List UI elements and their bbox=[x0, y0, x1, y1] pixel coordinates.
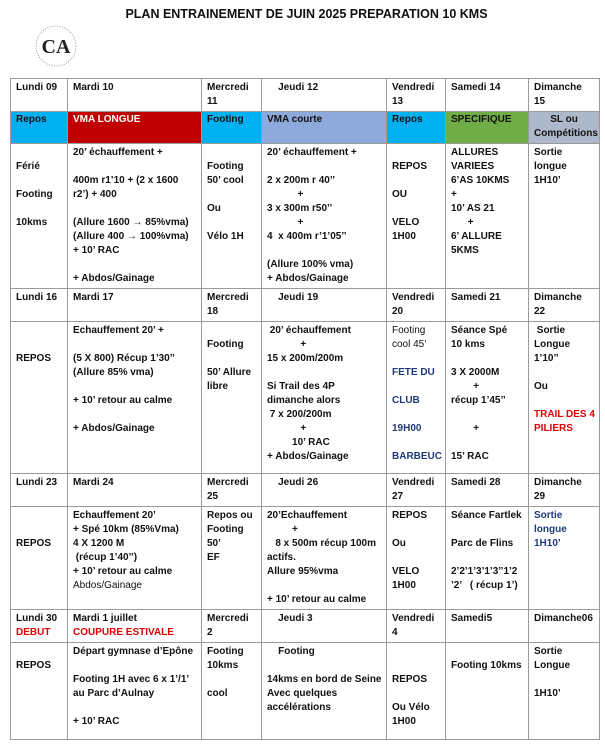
cell-line bbox=[392, 202, 440, 216]
cell-line: Férié bbox=[16, 161, 40, 172]
cell-line: (Allure 100% vma) bbox=[267, 259, 354, 270]
session-type-label: VMA courte bbox=[267, 114, 323, 125]
session-cell-samedi bbox=[446, 643, 529, 740]
cell-line: Lundi 30 bbox=[16, 613, 58, 624]
session-cell-jeudi bbox=[262, 643, 387, 740]
cell-line: FETE DU bbox=[392, 367, 435, 378]
cell-line: 18 bbox=[207, 306, 219, 317]
cell-line: Vélo 1H bbox=[207, 231, 244, 242]
day-header-dimanche bbox=[529, 610, 600, 643]
cell-line: Footing bbox=[207, 339, 244, 350]
session-cell-vendredi bbox=[387, 322, 446, 474]
cell-line: Vendredi bbox=[392, 292, 435, 303]
cell-line: TRAIL DES 4 bbox=[534, 409, 595, 420]
session-type-label: Footing bbox=[207, 114, 244, 125]
club-logo bbox=[32, 22, 80, 70]
cell-line bbox=[16, 509, 62, 523]
cell-line: dimanche alors bbox=[267, 395, 341, 406]
cell-line: 1H10’ bbox=[534, 175, 561, 186]
cell-line: Avec quelques bbox=[267, 688, 338, 699]
cell-line bbox=[451, 352, 523, 366]
cell-line: Lundi 23 bbox=[16, 477, 58, 488]
cell-line: 5KMS bbox=[451, 245, 479, 256]
session-type-mercredi bbox=[202, 112, 262, 144]
session-type-dimanche bbox=[529, 112, 600, 144]
cell-line bbox=[392, 436, 440, 450]
cell-line bbox=[392, 352, 440, 366]
cell-line: Samedi 28 bbox=[451, 477, 501, 488]
cell-line: 10kms bbox=[207, 660, 239, 671]
cell-line: + bbox=[267, 524, 298, 535]
cell-line: Lundi 16 bbox=[16, 292, 58, 303]
cell-line: Dimanche bbox=[534, 82, 582, 93]
cell-line: libre bbox=[207, 381, 229, 392]
cell-line bbox=[392, 174, 440, 188]
cell-line: Jeudi 3 bbox=[267, 613, 313, 624]
week-content-row bbox=[11, 507, 600, 610]
cell-line: 29 bbox=[534, 491, 546, 502]
cell-line: + Abdos/Gainage bbox=[73, 423, 155, 434]
cell-line bbox=[392, 523, 440, 537]
cell-line: r2’) + 400 bbox=[73, 189, 117, 200]
day-header-mardi bbox=[68, 474, 202, 507]
day-header-vendredi bbox=[387, 610, 446, 643]
cell-line: Sortie bbox=[534, 646, 563, 657]
cell-line: REPOS bbox=[392, 674, 428, 685]
cell-line bbox=[451, 408, 523, 422]
cell-line bbox=[392, 659, 440, 673]
cell-line: Départ gymnase d’Epône bbox=[73, 646, 194, 657]
cell-line: 20 bbox=[392, 306, 404, 317]
session-cell-mercredi bbox=[202, 322, 262, 474]
cell-line bbox=[207, 352, 256, 366]
cell-line: (Allure 400 → 100%vma) bbox=[73, 231, 189, 242]
cell-line: 1’10’’ bbox=[534, 353, 559, 364]
cell-line: cool bbox=[207, 688, 228, 699]
cell-line: + bbox=[451, 189, 457, 200]
day-header-samedi bbox=[446, 79, 529, 112]
cell-line: Jeudi 19 bbox=[267, 292, 319, 303]
cell-line: 3 X 2000M bbox=[451, 367, 500, 378]
day-header-dimanche bbox=[529, 79, 600, 112]
cell-line: Footing bbox=[207, 524, 244, 535]
session-cell-vendredi bbox=[387, 643, 446, 740]
cell-line: + Abdos/Gainage bbox=[267, 451, 349, 462]
cell-line: 6’AS 10KMS bbox=[451, 175, 510, 186]
cell-line: Mercredi bbox=[207, 82, 249, 93]
session-cell-mardi bbox=[68, 144, 202, 289]
cell-line: Jeudi 26 bbox=[267, 477, 319, 488]
cell-line: 15 x 200m/200m bbox=[267, 353, 344, 364]
week-content-row bbox=[11, 144, 600, 289]
cell-line: 7 x 200/200m bbox=[267, 409, 332, 420]
session-cell-lundi bbox=[11, 507, 68, 610]
cell-line: longue bbox=[534, 161, 567, 172]
cell-line: 14kms en bord de Seine bbox=[267, 674, 382, 685]
cell-line: (Allure 1600 → 85%vma) bbox=[73, 217, 189, 228]
cell-line: VARIEES bbox=[451, 161, 495, 172]
session-cell-samedi bbox=[446, 144, 529, 289]
session-cell-dimanche bbox=[529, 322, 600, 474]
cell-line: récup 1’45’’ bbox=[451, 395, 506, 406]
cell-line: VELO bbox=[392, 566, 420, 577]
session-type-row bbox=[11, 112, 600, 144]
day-header-dimanche bbox=[529, 289, 600, 322]
day-header-lundi bbox=[11, 79, 68, 112]
cell-line: longue bbox=[534, 524, 567, 535]
cell-line bbox=[16, 338, 62, 352]
cell-line: Vendredi bbox=[392, 613, 435, 624]
cell-line: 15 bbox=[534, 96, 546, 107]
session-cell-lundi bbox=[11, 643, 68, 740]
cell-line: Samedi5 bbox=[451, 613, 493, 624]
cell-line bbox=[16, 523, 62, 537]
cell-line: actifs. bbox=[267, 552, 296, 563]
cell-line bbox=[73, 659, 196, 673]
day-header-jeudi bbox=[262, 79, 387, 112]
cell-line: REPOS bbox=[16, 538, 52, 549]
cell-line: COUPURE ESTIVALE bbox=[73, 627, 174, 638]
cell-line: + bbox=[267, 423, 307, 434]
cell-line bbox=[392, 380, 440, 394]
cell-line: + bbox=[451, 381, 480, 392]
cell-line: + 10’ retour au calme bbox=[267, 594, 367, 605]
cell-line: Repos ou bbox=[207, 510, 253, 521]
cell-line: Footing bbox=[207, 161, 244, 172]
cell-line bbox=[267, 579, 381, 593]
cell-line: Allure 95%vma bbox=[267, 566, 339, 577]
cell-line: Footing 1H avec 6 x 1’/1’ bbox=[73, 674, 190, 685]
cell-line: Si Trail des 4P bbox=[267, 381, 335, 392]
cell-line: + Abdos/Gainage bbox=[73, 273, 155, 284]
session-cell-mardi bbox=[68, 643, 202, 740]
week-header-row bbox=[11, 474, 600, 507]
cell-line bbox=[207, 188, 256, 202]
cell-line: 400m r1’10 + (2 x 1600 bbox=[73, 175, 179, 186]
cell-line bbox=[534, 394, 594, 408]
day-header-samedi bbox=[446, 474, 529, 507]
cell-line: Sortie bbox=[534, 325, 566, 336]
day-header-mardi bbox=[68, 289, 202, 322]
cell-line: Samedi 14 bbox=[451, 82, 501, 93]
cell-line: Echauffement 20’ bbox=[73, 510, 156, 521]
cell-line: Mardi 17 bbox=[73, 292, 114, 303]
cell-line: 1H00 bbox=[392, 580, 416, 591]
cell-line: Jeudi 12 bbox=[267, 82, 319, 93]
cell-line bbox=[267, 160, 381, 174]
session-cell-samedi bbox=[446, 322, 529, 474]
session-cell-mercredi bbox=[202, 144, 262, 289]
cell-line: Vendredi bbox=[392, 477, 435, 488]
session-cell-dimanche bbox=[529, 144, 600, 289]
session-type-lundi bbox=[11, 112, 68, 144]
cell-line bbox=[267, 659, 381, 673]
cell-line: 50’ Allure bbox=[207, 367, 252, 378]
cell-line: 8 x 500m récup 100m bbox=[267, 538, 376, 549]
cell-line: 2 bbox=[207, 627, 213, 638]
cell-line: 15’ RAC bbox=[451, 451, 489, 462]
day-header-mercredi bbox=[202, 79, 262, 112]
session-type-label: SPECIFIQUE bbox=[451, 114, 512, 125]
cell-line: Séance Spé bbox=[451, 325, 508, 336]
cell-line: 2’2’1’3’1’3’’1’2 bbox=[451, 566, 518, 577]
cell-line bbox=[207, 146, 256, 160]
cell-line: Vendredi bbox=[392, 82, 435, 93]
day-header-vendredi bbox=[387, 79, 446, 112]
cell-line: 25 bbox=[207, 491, 219, 502]
cell-line: Mercredi bbox=[207, 292, 249, 303]
cell-line: REPOS bbox=[392, 161, 428, 172]
cell-line: + bbox=[451, 423, 480, 434]
cell-line bbox=[392, 687, 440, 701]
day-header-lundi bbox=[11, 289, 68, 322]
cell-line: Ou bbox=[534, 381, 548, 392]
cell-line: 22 bbox=[534, 306, 546, 317]
cell-line: Mardi 10 bbox=[73, 82, 114, 93]
cell-line: Mercredi bbox=[207, 477, 249, 488]
cell-line: + Spé 10km (85%Vma) bbox=[73, 524, 179, 535]
session-type-label: Repos bbox=[16, 114, 47, 125]
cell-line: PILIERS bbox=[534, 423, 573, 434]
week-header-row bbox=[11, 79, 600, 112]
cell-line: Parc de Flins bbox=[451, 538, 514, 549]
session-type-jeudi bbox=[262, 112, 387, 144]
cell-line: 1H10’ bbox=[534, 538, 561, 549]
cell-line: CLUB bbox=[392, 395, 420, 406]
cell-line: + bbox=[267, 339, 307, 350]
session-cell-mercredi bbox=[202, 507, 262, 610]
cell-line bbox=[16, 202, 62, 216]
cell-line: Ou Vélo bbox=[392, 702, 430, 713]
cell-line: Dimanche bbox=[534, 477, 582, 488]
cell-line: 6’ ALLURE bbox=[451, 231, 502, 242]
session-cell-samedi bbox=[446, 507, 529, 610]
cell-line: (5 X 800) Récup 1’30’’ bbox=[73, 353, 175, 364]
cell-line: 4 X 1200 M bbox=[73, 538, 125, 549]
session-type-mardi bbox=[68, 112, 202, 144]
cell-line: 20’ échauffement + bbox=[267, 147, 357, 158]
day-header-jeudi bbox=[262, 610, 387, 643]
cell-line: 1H00 bbox=[392, 716, 416, 727]
cell-line: Abdos/Gainage bbox=[73, 580, 142, 591]
cell-line bbox=[207, 324, 256, 338]
cell-line bbox=[73, 258, 196, 272]
cell-line bbox=[451, 523, 523, 537]
session-type-label: Repos bbox=[392, 114, 423, 125]
cell-line: 20’Echauffement bbox=[267, 510, 348, 521]
cell-line: + bbox=[451, 217, 474, 228]
cell-line: REPOS bbox=[16, 660, 52, 671]
cell-line: Echauffement 20’ + bbox=[73, 325, 164, 336]
cell-line: Samedi 21 bbox=[451, 292, 501, 303]
cell-line: + bbox=[267, 217, 304, 228]
cell-line bbox=[451, 645, 523, 659]
cell-line: 10 kms bbox=[451, 339, 485, 350]
cell-line: Footing 10kms bbox=[451, 660, 522, 671]
cell-line: Mardi 24 bbox=[73, 477, 114, 488]
cell-line: 10’ AS 21 bbox=[451, 203, 495, 214]
cell-line: Ou bbox=[207, 203, 221, 214]
cell-line: REPOS bbox=[392, 510, 428, 521]
day-header-mercredi bbox=[202, 474, 262, 507]
session-cell-jeudi bbox=[262, 144, 387, 289]
cell-line: BARBEUC bbox=[392, 451, 442, 462]
cell-line: 2 x 200m r 40’’ bbox=[267, 175, 336, 186]
day-header-samedi bbox=[446, 289, 529, 322]
session-type-samedi bbox=[446, 112, 529, 144]
cell-line: Séance Fartlek bbox=[451, 510, 522, 521]
cell-line: 11 bbox=[207, 96, 218, 107]
session-cell-mercredi bbox=[202, 643, 262, 740]
week-content-row bbox=[11, 643, 600, 740]
cell-line: Footing bbox=[16, 189, 53, 200]
cell-line: Lundi 09 bbox=[16, 82, 58, 93]
cell-line: DEBUT bbox=[16, 627, 51, 638]
cell-line bbox=[207, 673, 256, 687]
cell-line: Footing bbox=[267, 646, 315, 657]
cell-line: 4 x 400m r’1’05’’ bbox=[267, 231, 347, 242]
cell-line: EF bbox=[207, 552, 220, 563]
cell-line bbox=[534, 673, 594, 687]
cell-line: Mercredi bbox=[207, 613, 249, 624]
cell-line bbox=[392, 408, 440, 422]
session-cell-mardi bbox=[68, 322, 202, 474]
session-cell-jeudi bbox=[262, 322, 387, 474]
session-cell-vendredi bbox=[387, 144, 446, 289]
session-cell-dimanche bbox=[529, 643, 600, 740]
cell-line: Longue bbox=[534, 660, 571, 671]
cell-line: Ou bbox=[392, 538, 406, 549]
session-cell-vendredi bbox=[387, 507, 446, 610]
cell-line bbox=[267, 244, 381, 258]
session-cell-mardi bbox=[68, 507, 202, 610]
cell-line: 4 bbox=[392, 627, 398, 638]
session-cell-dimanche bbox=[529, 507, 600, 610]
cell-line bbox=[73, 160, 196, 174]
cell-line: Longue bbox=[534, 339, 571, 350]
cell-line: au Parc d’Aulnay bbox=[73, 688, 155, 699]
session-type-vendredi bbox=[387, 112, 446, 144]
cell-line: (récup 1’40’’) bbox=[73, 552, 138, 563]
cell-line: ’2’ ( récup 1’) bbox=[451, 580, 518, 591]
cell-line: 20’ échauffement + bbox=[73, 147, 163, 158]
cell-line: cool 45’ bbox=[392, 339, 427, 350]
cell-line bbox=[16, 174, 62, 188]
session-cell-lundi bbox=[11, 144, 68, 289]
week-header-row bbox=[11, 289, 600, 322]
cell-line: 20’ échauffement bbox=[267, 325, 351, 336]
cell-line: (Allure 85% vma) bbox=[73, 367, 154, 378]
svg-text:CA: CA bbox=[41, 36, 71, 58]
day-header-vendredi bbox=[387, 474, 446, 507]
cell-line: + 10’ RAC bbox=[73, 245, 120, 256]
cell-line: Footing bbox=[392, 325, 426, 336]
page-title: PLAN ENTRAINEMENT DE JUIN 2025 PREPARATION 10 KMS bbox=[125, 7, 488, 21]
cell-line: accélérations bbox=[267, 702, 331, 713]
cell-line: 50’ cool bbox=[207, 175, 244, 186]
cell-line bbox=[392, 551, 440, 565]
cell-line bbox=[392, 645, 440, 659]
cell-line: + bbox=[267, 189, 304, 200]
cell-line: Sortie bbox=[534, 147, 563, 158]
day-header-mercredi bbox=[202, 610, 262, 643]
cell-line bbox=[267, 366, 381, 380]
day-header-samedi bbox=[446, 610, 529, 643]
cell-line: 27 bbox=[392, 491, 404, 502]
week-header-row bbox=[11, 610, 600, 643]
cell-line bbox=[16, 146, 62, 160]
cell-line bbox=[73, 380, 196, 394]
cell-line bbox=[207, 216, 256, 230]
cell-line: Dimanche06 bbox=[534, 613, 593, 624]
cell-line bbox=[451, 436, 523, 450]
cell-line: VELO bbox=[392, 217, 420, 228]
day-header-vendredi bbox=[387, 289, 446, 322]
day-header-mercredi bbox=[202, 289, 262, 322]
cell-line: ALLURES bbox=[451, 147, 499, 158]
session-cell-jeudi bbox=[262, 507, 387, 610]
cell-line bbox=[451, 551, 523, 565]
session-type-label: SL ou Compétitions bbox=[534, 114, 598, 139]
cell-line: + 10’ RAC bbox=[73, 716, 120, 727]
cell-line: REPOS bbox=[16, 353, 52, 364]
cell-line: Dimanche bbox=[534, 292, 582, 303]
cell-line bbox=[73, 338, 196, 352]
cell-line bbox=[73, 408, 196, 422]
cell-line bbox=[73, 202, 196, 216]
cell-line: 10’ RAC bbox=[267, 437, 330, 448]
day-header-jeudi bbox=[262, 474, 387, 507]
cell-line: + 10’ retour au calme bbox=[73, 395, 173, 406]
day-header-dimanche bbox=[529, 474, 600, 507]
cell-line: OU bbox=[392, 189, 407, 200]
day-header-mardi bbox=[68, 610, 202, 643]
day-header-jeudi bbox=[262, 289, 387, 322]
cell-line: Sortie bbox=[534, 510, 563, 521]
cell-line: 19H00 bbox=[392, 423, 422, 434]
cell-line: 3 x 300m r50’’ bbox=[267, 203, 333, 214]
cell-line: 1H10’ bbox=[534, 688, 561, 699]
cell-line: 13 bbox=[392, 96, 404, 107]
cell-line bbox=[16, 645, 62, 659]
cell-line: 10kms bbox=[16, 217, 48, 228]
session-type-label: VMA LONGUE bbox=[73, 114, 141, 125]
cell-line bbox=[73, 701, 196, 715]
cell-line: 50’ bbox=[207, 538, 221, 549]
training-plan-table bbox=[10, 78, 600, 740]
day-header-mardi bbox=[68, 79, 202, 112]
cell-line bbox=[534, 366, 594, 380]
cell-line: 1H00 bbox=[392, 231, 416, 242]
cell-line bbox=[16, 324, 62, 338]
week-content-row bbox=[11, 322, 600, 474]
cell-line bbox=[392, 146, 440, 160]
cell-line: + 10’ retour au calme bbox=[73, 566, 173, 577]
day-header-lundi bbox=[11, 610, 68, 643]
cell-line: + Abdos/Gainage bbox=[267, 273, 349, 284]
session-cell-lundi bbox=[11, 322, 68, 474]
cell-line: Mardi 1 juillet bbox=[73, 613, 137, 624]
day-header-lundi bbox=[11, 474, 68, 507]
cell-line: Footing bbox=[207, 646, 244, 657]
